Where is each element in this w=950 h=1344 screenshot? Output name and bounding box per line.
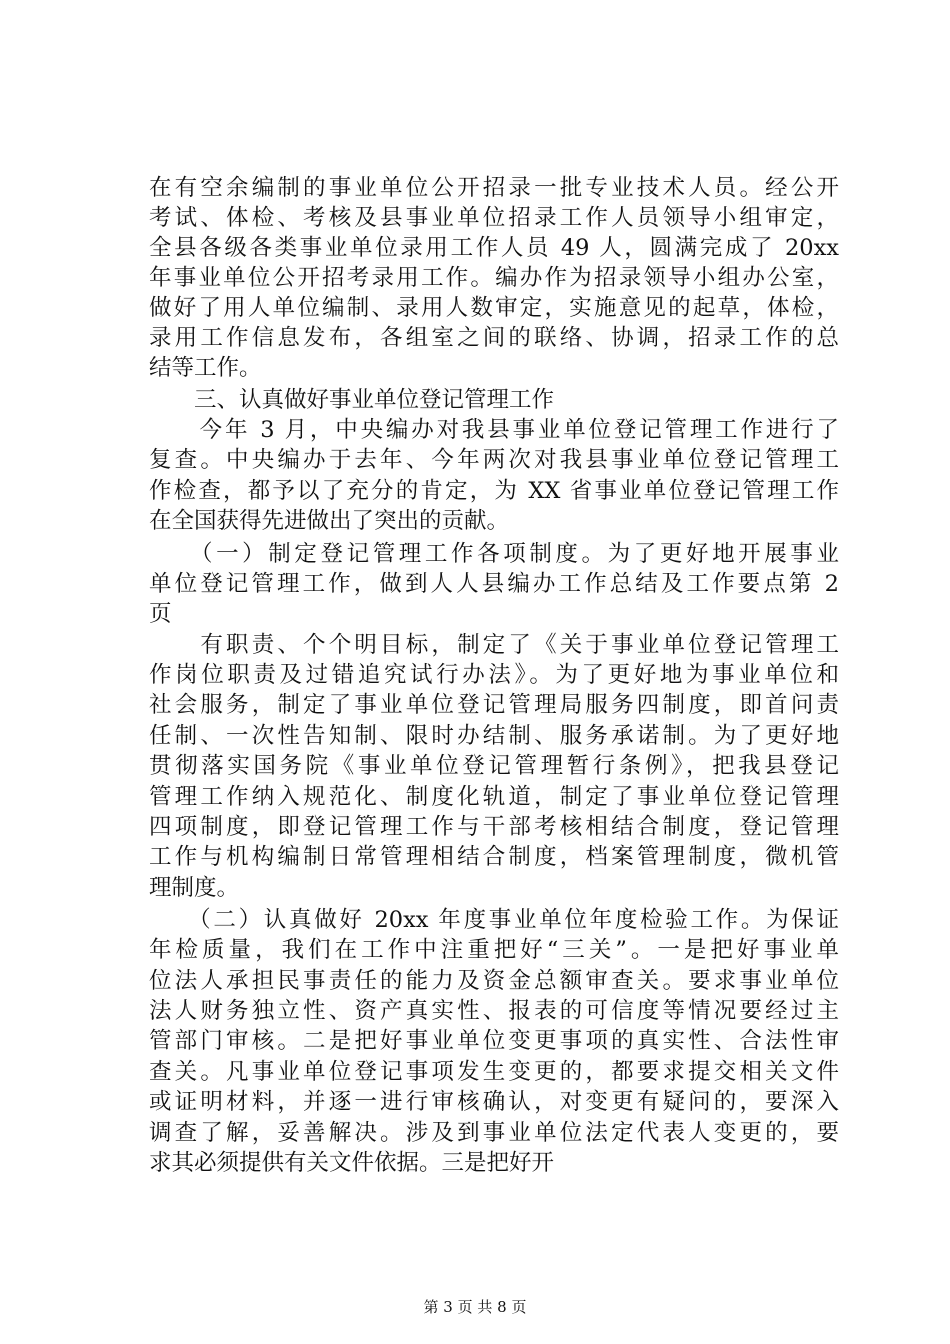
text-line: 管部门审核。二是把好事业单位变更事项的真实性、合法性审	[149, 1028, 839, 1054]
text-line: 求其必须提供有关文件依据。三是把好开	[149, 1150, 555, 1176]
text-line: 年检质量，我们在工作中注重把好“三关”。一是把好事业单	[149, 937, 839, 963]
section-heading: 三、认真做好事业单位登记管理工作	[149, 387, 555, 413]
page-number-footer: 第 3 页 共 8 页	[423, 1298, 527, 1316]
text-line: 查关。凡事业单位登记事项发生变更的，都要求提交相关文件	[149, 1059, 839, 1085]
text-line: 法人财务独立性、资产真实性、报表的可信度等情况要经过主	[149, 998, 839, 1024]
text-line: （二）认真做好 20xx 年度事业单位年度检验工作。为保证	[149, 907, 839, 933]
text-line: （一）制定登记管理工作各项制度。为了更好地开展事业	[149, 541, 839, 567]
text-line: 作检查，都予以了充分的肯定，为 XX 省事业单位登记管理工作	[149, 478, 839, 504]
text-line: 社会服务，制定了事业单位登记管理局服务四制度，即首问责	[149, 692, 839, 718]
text-line: 作岗位职责及过错追究试行办法》。为了更好地为事业单位和	[149, 662, 839, 688]
text-line: 调查了解，妥善解决。涉及到事业单位法定代表人变更的，要	[149, 1120, 839, 1146]
text-line: 在有空余编制的事业单位公开招录一批专业技术人员。经公开	[149, 175, 839, 201]
text-line: 或证明材料，并逐一进行审核确认，对变更有疑问的，要深入	[149, 1089, 839, 1115]
text-line: 管理工作纳入规范化、制度化轨道，制定了事业单位登记管理	[149, 784, 839, 810]
text-line: 全县各级各类事业单位录用工作人员 49 人，圆满完成了 20xx	[149, 235, 839, 261]
text-line: 今年 3 月，中央编办对我县事业单位登记管理工作进行了	[149, 417, 839, 443]
text-line: 单位登记管理工作，做到人人县编办工作总结及工作要点第 2	[149, 571, 839, 597]
text-line: 理制度。	[149, 875, 240, 901]
text-line: 有职责、个个明目标，制定了《关于事业单位登记管理工	[149, 632, 839, 658]
text-line: 贯彻落实国务院《事业单位登记管理暂行条例》，把我县登记	[149, 753, 839, 779]
text-line: 做好了用人单位编制、录用人数审定，实施意见的起草，体检，	[149, 295, 839, 321]
text-line: 任制、一次性告知制、限时办结制、服务承诺制。为了更好地	[149, 723, 839, 749]
text-line: 位法人承担民事责任的能力及资金总额审查关。要求事业单位	[149, 968, 839, 994]
text-line: 四项制度，即登记管理工作与干部考核相结合制度，登记管理	[149, 814, 839, 840]
text-line: 结等工作。	[149, 355, 262, 381]
text-line: 年事业单位公开招考录用工作。编办作为招录领导小组办公室，	[149, 265, 839, 291]
text-line: 在全国获得先进做出了突出的贡献。	[149, 508, 510, 534]
text-line: 考试、体检、考核及县事业单位招录工作人员领导小组审定，	[149, 205, 839, 231]
text-line: 复查。中央编办于去年、今年两次对我县事业单位登记管理工	[149, 447, 839, 473]
text-line: 页	[149, 601, 172, 627]
text-line: 工作与机构编制日常管理相结合制度，档案管理制度，微机管	[149, 844, 839, 870]
text-line: 录用工作信息发布，各组室之间的联络、协调，招录工作的总	[149, 325, 839, 351]
